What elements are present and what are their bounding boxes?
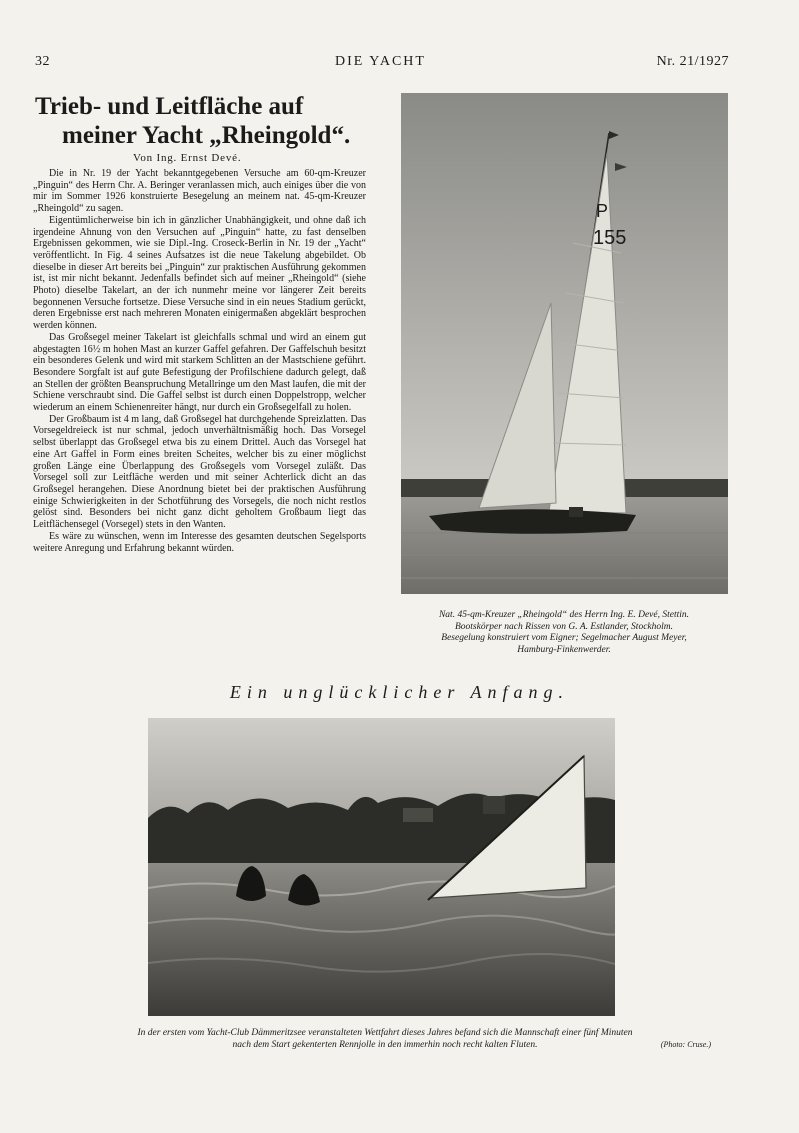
sail-number-letter: P — [596, 201, 609, 221]
photo-caption — [40, 1028, 730, 1051]
photo-credit: (Photo: Cruse.) — [660, 1040, 711, 1049]
article-body — [33, 168, 366, 554]
caption-line: Nat. 45-qm-Kreuzer „Rheingold“ des Herrn Ing. E. Devé, Stettin. — [438, 610, 690, 620]
caption-line: Hamburg-Finkenwerder. — [517, 644, 611, 655]
article-title-line-2: meiner Yacht „Rheingold“. — [62, 122, 351, 149]
caption-line: nach dem Start gekenterten Rennjolle in den immerhin noch recht kalten Fluten. — [232, 1039, 538, 1050]
capsized-dinghy-photo — [148, 718, 615, 1016]
paragraph: Es wäre zu wünschen, wenn im Interesse des gesamten deutschen Segelsports weitere Anregung und Erfahrung bekannt würden. — [33, 530, 366, 554]
caption-line: Bootskörper nach Rissen von G. A. Estlander, Stockholm. — [454, 621, 674, 632]
paragraph: Eigentümlicherweise bin ich in gänzlicher Unabhängigkeit, und ohne daß ich irgendeine Ahnung von den Versuchen auf „Pinguin“ hatte, zu fast denselben Ergebnissen gekommen, wie sie Dipl.-Ing. Croseck-Berlin in Nr. 19 der „Yacht“ veröffentlicht. In Fig. 4 seines Aufsatzes ist die neue Takelung abgebildet. Ob dieselbe in dieser Art bereits bei „Pinguin“ zur praktischen Ausführung gekommen ist, ist mir nicht bekannt. Jedenfalls befindet sich auf meiner „Rheingold“ (siehe Photo) dieselbe Takelart, an der ich nunmehr meine vor längerer Zeit bereits begonnenen Versuche fortsetze. Diese Versuche sind in ein neues Stadium gerückt, deren Ergebnisse erst nach mehreren Monaten einigermaßen abgeklärt besprochen werden können. — [33, 214, 366, 332]
paragraph: Das Großsegel meiner Takelart ist gleichfalls schmal und wird an einem gut abgestagten 16½ m hohen Mast an kurzer Gaffel gefahren. Der Gaffelschuh besitzt ein besonderes Gelenk und wird mit starkem Schlitten an der Mastschiene geführt. Besondere Sorgfalt ist auf gute Befestigung der Profilschiene dadurch gelegt, daß an Stellen der größten Beanspruchung Metallringe um den Mast laufen, die mit der Schiene verschraubt sind. Die Gaffel selbst ist durch einen Doppelstropp, welcher wiederum an einem Schienenreiter hängt, nur durch ein Großsegelfall zu holen. — [33, 331, 366, 414]
article-title-line-1: Trieb- und Leitfläche auf — [35, 93, 304, 120]
article-author: Von Ing. Ernst Devé. — [133, 152, 242, 164]
caption-line: In der ersten vom Yacht-Club Dämmeritzsee veranstalteten Wettfahrt dieses Jahres befand sich die Mannschaft einer fünf Minuten — [137, 1028, 633, 1038]
caption-line: Besegelung konstruiert vom Eigner; Segelmacher August Meyer, — [441, 633, 687, 644]
paragraph: Die in Nr. 19 der Yacht bekanntgegebenen Versuche am 60-qm-Kreuzer „Pinguin“ des Herrn Chr. A. Beringer veranlassen mich, auch einiges über die von mir im Sommer 1926 konstruierte Besegelung an meinem nat. 45-qm-Kreuzer „Rheingold“ zu sagen. — [33, 168, 366, 215]
sailboat-photo — [401, 93, 728, 594]
magazine-title: DIE YACHT — [335, 54, 426, 69]
section-title: Ein unglücklicher Anfang. — [229, 682, 570, 702]
page-number: 32 — [35, 54, 50, 69]
issue-number: Nr. 21/1927 — [656, 54, 729, 69]
photo-caption — [398, 610, 730, 656]
sail-number: 155 — [593, 227, 627, 249]
paragraph: Der Großbaum ist 4 m lang, daß Großsegel hat durchgehende Spreizlatten. Das Vorsegeldreieck ist nur schmal, jedoch unverhältnismäßig hoch. Das Vorsegel selbst überlappt das Großsegel etwa bis zu einem Drittel. Auch das Vorsegel hat eine Art Gaffel in Form eines breiten Scheites, welcher bis zu einer möglichst großen Länge eine Überlappung des Großsegels vom Vorsegel zuläßt. Das Vorsegel soll zur Leitfläche werden und mit seiner Achterlick dicht an das Großsegel herangehen. Diese Anordnung bietet bei der praktischen Ausführung einige Schwierigkeiten in der Schotführung des Vorsegels, die noch nicht restlos gelöst sind. Besonders bei nicht ganz dicht geholtem Großbaum liegt das Leitflächensegel (Vorsegel) stets in den Wanten. — [33, 413, 366, 531]
